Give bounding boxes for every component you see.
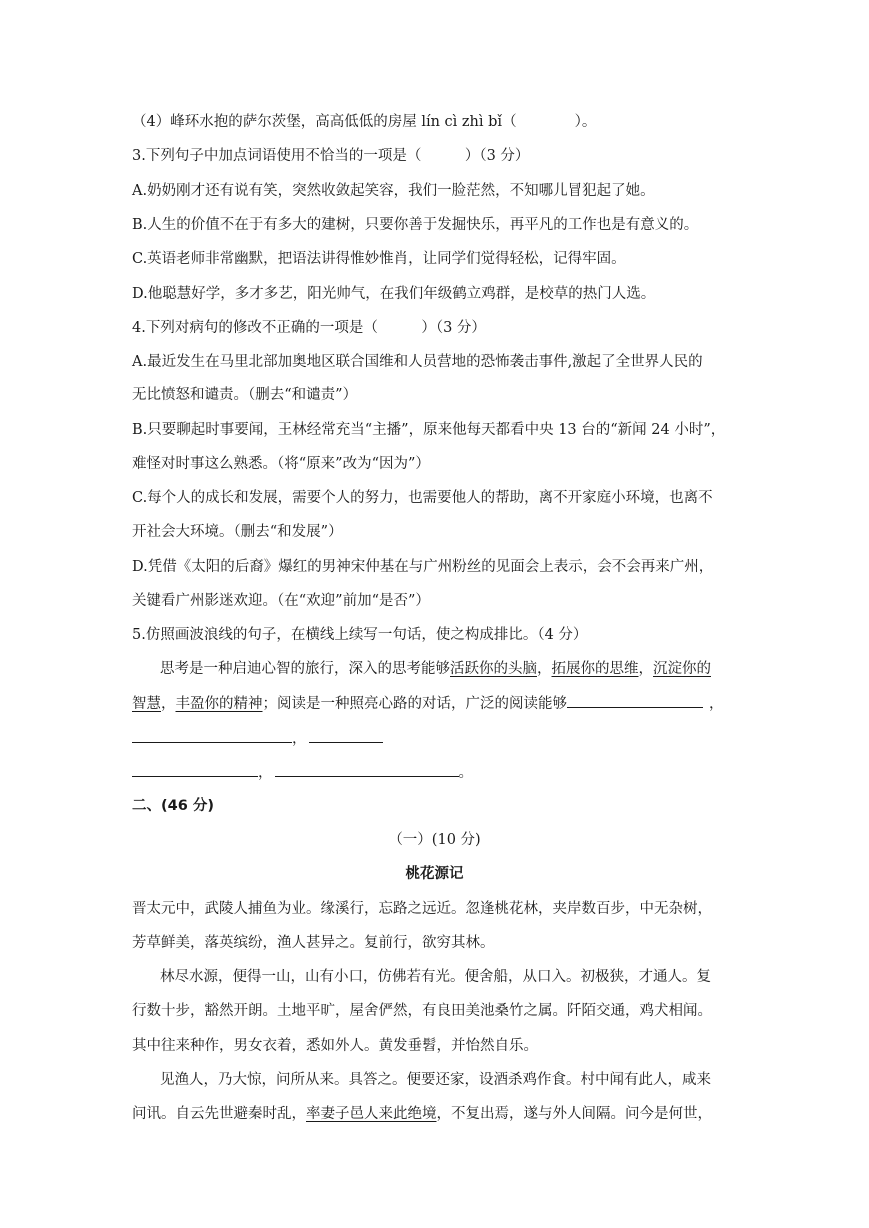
q5-comma: ，: [537, 661, 552, 677]
q3-option-b: B.人生的价值不在于有多大的建树，只要你善于发掘快乐，再平凡的工作也是有意义的。: [132, 217, 699, 233]
q5-comma: ，: [258, 765, 273, 781]
q2-item-4: （4）峰环水抱的萨尔茨堡，高高低低的房屋 lín cì zhì bǐ（ ）。: [132, 114, 597, 130]
q4-stem: 4.下列对病句的修改不正确的一项是（ ）（3 分）: [132, 320, 486, 336]
q3-option-c: C.英语老师非常幽默，把语法讲得惟妙惟肖，让同学们觉得轻松，记得牢固。: [132, 251, 626, 267]
passage-line-7-start: 问讯。自云先世避秦时乱，: [132, 1106, 306, 1122]
passage-line-4: 行数十步，豁然开朗。土地平旷，屋舍俨然，有良田美池桑竹之属。阡陌交通，鸡犬相闻。: [132, 1003, 712, 1019]
q4-option-d-line1: D.凭借《太阳的后裔》爆红的男神宋仲基在与广州粉丝的见面会上表示，会不会再来广州，: [132, 559, 714, 575]
section-2-heading: 二、(46 分): [132, 798, 214, 814]
q5-comma: ，: [161, 696, 176, 712]
q5-answer-line3: [132, 728, 383, 749]
q5-example-line1: [160, 659, 711, 679]
q5-answer-blank-2[interactable]: [132, 728, 292, 743]
q4-option-d-line2: 关键看广州影迷欢迎。（在“欢迎”前加“是否”）: [132, 593, 430, 609]
q5-wavy-phrase-3a: 沉淀你的: [653, 661, 711, 677]
q5-answer-blank-4[interactable]: [132, 762, 258, 777]
q5-second-text: ；阅读是一种照亮心路的对话，广泛的阅读能够: [262, 696, 567, 712]
q4-option-a-line2: 无比愤怒和谴责。（删去“和谴责”）: [132, 387, 358, 403]
q5-comma: ，: [709, 696, 724, 712]
passage-line-2: 芳草鲜美，落英缤纷，渔人甚异之。复前行，欲穷其林。: [132, 935, 495, 951]
passage-line-6: 见渔人，乃大惊，问所从来。具答之。便要还家，设酒杀鸡作食。村中闻有此人，咸来: [160, 1072, 711, 1088]
q5-wavy-phrase-4: 丰盈你的精神: [175, 696, 263, 712]
q4-option-a-line1: A.最近发生在马里北部加奥地区联合国维和人员营地的恐怖袭击事件,激起了全世界人民的: [132, 354, 703, 370]
q5-answer-line4: [132, 762, 473, 783]
q4-option-c-line1: C.每个人的成长和发展，需要个人的努力，也需要他人的帮助，离不开家庭小环境，也离不: [132, 490, 713, 506]
q5-wavy-phrase-2: 拓展你的思维: [551, 661, 639, 677]
q5-example-line2: [132, 693, 724, 714]
passage-line-5: 其中往来种作，男女衣着，悉如外人。黄发垂髫，并怡然自乐。: [132, 1038, 538, 1054]
q3-option-d: D.他聪慧好学，多才多艺，阳光帅气，在我们年级鹤立鸡群，是校草的热门人选。: [132, 286, 656, 302]
q5-lead-text: 思考是一种启迪心智的旅行，深入的思考能够: [160, 661, 450, 677]
passage-line-1: 晋太元中，武陵人捕鱼为业。缘溪行，忘路之远近。忽逢桃花林，夹岸数百步，中无杂树，: [132, 901, 712, 917]
q5-answer-blank-3[interactable]: [309, 728, 383, 743]
q3-stem: 3.下列句子中加点词语使用不恰当的一项是（ ）（3 分）: [132, 148, 530, 164]
passage-underlined-sentence: 率妻子邑人来此绝境: [306, 1106, 437, 1122]
q5-period: 。: [458, 765, 473, 781]
q3-option-a: A.奶奶刚才还有说有笑，突然收敛起笑容，我们一脸茫然，不知哪儿冒犯起了她。: [132, 183, 655, 199]
passage-line-3: 林尽水源，便得一山，山有小口，仿佛若有光。便舍船，从口入。初极狭，才通人。复: [160, 969, 711, 985]
q5-answer-blank-5[interactable]: [275, 762, 459, 777]
q4-option-b-line2: 难怪对时事这么熟悉。（将“原来”改为“因为”）: [132, 456, 430, 472]
q5-comma: ，: [292, 731, 307, 747]
q4-option-b-line1: B.只要聊起时事要闻，王林经常充当“主播”，原来他每天都看中央 13 台的“新闻 24 小时”，: [132, 422, 726, 438]
q5-stem: 5.仿照画波浪线的句子，在横线上续写一句话，使之构成排比。（4 分）: [132, 627, 588, 643]
q5-comma: ，: [638, 661, 653, 677]
passage-line-7-end: ，不复出焉，遂与外人间隔。问今是何世，: [436, 1106, 712, 1122]
passage-title: 桃花源记: [405, 866, 464, 882]
q4-option-c-line2: 开社会大环境。（删去“和发展”）: [132, 524, 343, 540]
q5-answer-blank-1[interactable]: [567, 693, 703, 708]
passage-line-7: [132, 1104, 712, 1124]
subsection-heading: （一）(10 分): [388, 832, 481, 848]
q5-wavy-phrase-3b: 智慧: [132, 696, 161, 712]
q5-wavy-phrase-1: 活跃你的头脑: [450, 661, 537, 677]
